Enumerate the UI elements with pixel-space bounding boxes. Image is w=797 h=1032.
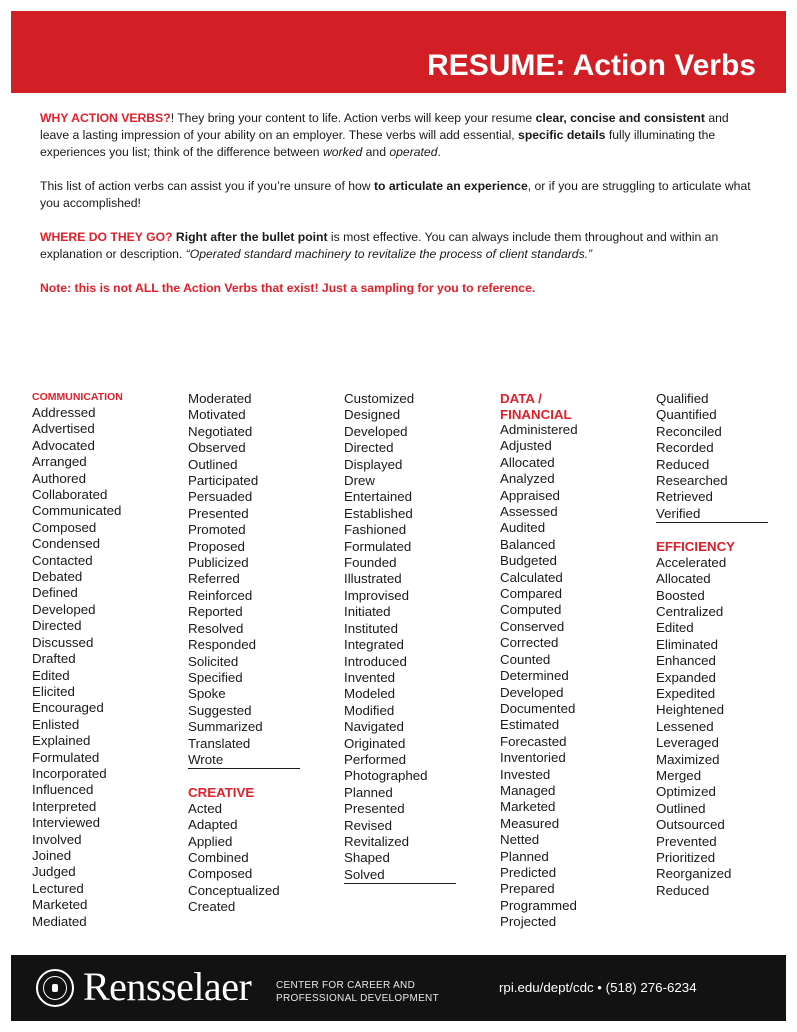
intro-text: ! They bring your content to life. Action verbs will keep your resume — [170, 111, 536, 125]
verb-item: Originated — [344, 735, 406, 751]
verb-item: Optimized — [656, 784, 716, 800]
verb-item: Photographed — [344, 768, 428, 784]
word-list — [344, 391, 456, 884]
verb-item: Prepared — [500, 881, 555, 897]
verb-item: Invested — [500, 766, 551, 782]
verb-item: Measured — [500, 815, 560, 831]
why-heading: WHY ACTION VERBS? — [40, 111, 171, 125]
intro-text: and leave a lasting impression of your ability on an employer. These verbs will add essential, — [40, 111, 729, 142]
column-communication — [32, 391, 182, 930]
verb-item: Influenced — [32, 782, 94, 798]
verb-item: Encouraged — [32, 700, 104, 716]
intro-text: This list of action verbs can assist you if you’re unsure of how — [40, 179, 374, 193]
center-name-line: PROFESSIONAL DEVELOPMENT — [276, 993, 439, 1004]
verb-item: Suggested — [188, 702, 252, 718]
column-3 — [344, 391, 494, 884]
footer-bar — [11, 955, 786, 1021]
verb-item: Marketed — [32, 897, 88, 913]
verb-item: Communicated — [32, 503, 122, 519]
verb-item: Heightened — [656, 702, 725, 718]
word-list — [656, 391, 768, 523]
verb-item: Determined — [500, 668, 569, 684]
intro-italic: operated — [389, 145, 438, 159]
verb-item: Motivated — [188, 407, 246, 423]
intro-text: , or if you are struggling to articulate what you accomplished! — [40, 179, 751, 210]
verb-item: Planned — [344, 784, 393, 800]
verb-item: Researched — [656, 473, 728, 489]
brand-logo: Rensselaer — [83, 964, 252, 1009]
verb-item: Marketed — [500, 799, 556, 815]
verb-item: Presented — [188, 505, 249, 521]
verb-item: Established — [344, 505, 413, 521]
verb-item: Budgeted — [500, 553, 557, 569]
intro-bold: specific details — [518, 128, 606, 142]
verb-item: Compared — [500, 586, 563, 602]
verb-item: Resolved — [188, 620, 244, 636]
verb-item: Lessened — [656, 718, 714, 734]
word-list — [32, 405, 182, 930]
verb-item: Involved — [32, 831, 82, 847]
word-list — [500, 422, 650, 931]
verb-item: Created — [188, 899, 236, 915]
verb-item: Formulated — [32, 749, 100, 765]
verb-item: Documented — [500, 700, 576, 716]
word-list — [188, 391, 300, 769]
verb-item: Solicited — [188, 653, 239, 669]
verb-item: Judged — [32, 864, 76, 880]
verb-item: Reduced — [656, 882, 710, 898]
verb-item: Qualified — [656, 391, 709, 406]
intro-paragraph-where — [40, 229, 760, 263]
verb-item: Proposed — [188, 538, 245, 554]
verb-item: Centralized — [656, 603, 724, 619]
verb-item: Composed — [188, 866, 253, 882]
verb-item: Developed — [32, 601, 96, 617]
rensselaer-seal-icon — [36, 969, 74, 1007]
verb-item: Quantified — [656, 407, 717, 423]
verb-item: Accelerated — [656, 554, 727, 570]
verb-item: Negotiated — [188, 423, 253, 439]
verb-item: Retrieved — [656, 489, 713, 505]
center-name — [276, 979, 439, 1005]
column-data-financial — [500, 391, 650, 931]
verb-item: Addressed — [32, 405, 96, 420]
verb-item: Collaborated — [32, 487, 108, 503]
verb-item: Enlisted — [32, 716, 80, 732]
intro-text: is most effective. You can always include them throughout and within an explanation or description. — [40, 230, 719, 261]
verb-item: Modified — [344, 702, 395, 718]
verb-item: Customized — [344, 391, 415, 406]
verb-item: Wrote — [188, 751, 224, 767]
verb-item: Verified — [656, 505, 701, 521]
verb-item: Reconciled — [656, 423, 722, 439]
verb-item: Expedited — [656, 686, 716, 701]
verb-item: Estimated — [500, 717, 560, 733]
verb-item: Prevented — [656, 833, 717, 849]
verb-item: Improvised — [344, 587, 410, 603]
intro-paragraph-assist — [40, 178, 760, 212]
verb-item: Directed — [32, 618, 82, 634]
verb-item: Invented — [344, 669, 396, 685]
column-2 — [188, 391, 338, 916]
verb-item: Observed — [188, 440, 246, 456]
verb-item: Netted — [500, 832, 540, 848]
verb-item: Maximized — [656, 751, 720, 767]
verb-item: Participated — [188, 473, 259, 489]
verb-item: Mediated — [32, 913, 87, 929]
verb-item: Modeled — [344, 686, 396, 702]
verb-item: Developed — [500, 684, 564, 700]
verb-item: Computed — [500, 602, 562, 618]
intro-bold: to articulate an experience — [373, 179, 528, 193]
verb-item: Promoted — [188, 522, 246, 538]
example-quote: “Operated standard machinery to revitalize the process of client standards.” — [185, 247, 593, 261]
verb-item: Applied — [188, 833, 233, 849]
verb-item: Assessed — [500, 504, 558, 520]
verb-item: Publicized — [188, 555, 249, 571]
verb-item: Outsourced — [656, 817, 725, 833]
verb-item: Introduced — [344, 653, 407, 669]
word-list — [656, 555, 797, 900]
intro-italic: worked — [322, 145, 363, 159]
verb-item: Allocated — [500, 454, 555, 470]
verb-item: Persuaded — [188, 489, 253, 505]
verb-item: Projected — [500, 914, 557, 930]
where-heading: WHERE DO THEY GO? — [40, 230, 173, 244]
verb-item: Spoke — [188, 686, 226, 702]
verb-item: Revitalized — [344, 833, 410, 849]
verb-item: Conceptualized — [188, 882, 280, 898]
verb-item: Reorganized — [656, 866, 732, 882]
verb-item: Outlined — [656, 800, 706, 816]
center-name-line: CENTER FOR CAREER AND — [276, 980, 416, 991]
verb-item: Corrected — [500, 635, 559, 651]
verb-item: Programmed — [500, 897, 577, 913]
verb-item: Summarized — [188, 719, 263, 735]
category-heading-financial: FINANCIAL — [500, 406, 572, 422]
verb-item: Elicited — [32, 683, 75, 699]
verb-item: Calculated — [500, 569, 563, 585]
verb-item: Outlined — [188, 456, 238, 472]
verb-item: Joined — [32, 847, 72, 863]
verb-item: Forecasted — [500, 733, 567, 749]
verb-item: Fashioned — [344, 522, 407, 538]
intro-paragraph-why — [40, 110, 760, 161]
verb-item: Entertained — [344, 489, 413, 505]
intro-text: fully illuminating the experiences you list; think of the difference between — [40, 128, 716, 159]
verb-item: Illustrated — [344, 571, 402, 587]
category-heading-communication: COMMUNICATION — [32, 391, 123, 403]
intro-text: and — [362, 145, 390, 159]
verb-item: Interviewed — [32, 815, 100, 831]
verb-item: Edited — [656, 620, 694, 636]
verb-item: Contacted — [32, 552, 93, 568]
page-title: RESUME: Action Verbs — [427, 49, 756, 82]
verb-item: Integrated — [344, 637, 404, 653]
verb-item: Developed — [344, 423, 408, 439]
verb-item: Revised — [344, 817, 393, 833]
verb-item: Authored — [32, 470, 86, 486]
verb-item: Initiated — [344, 604, 391, 620]
verb-item: Adjusted — [500, 438, 552, 454]
verb-item: Prioritized — [656, 850, 716, 866]
category-heading-efficiency: EFFICIENCY — [656, 539, 736, 555]
category-heading-creative: CREATIVE — [188, 785, 255, 801]
intro-bold: clear, concise and consistent — [535, 111, 705, 125]
verb-columns — [32, 391, 772, 941]
verb-item: Eliminated — [656, 636, 719, 652]
verb-item: Expanded — [656, 669, 716, 685]
verb-item: Administered — [500, 422, 578, 437]
verb-item: Translated — [188, 735, 251, 751]
verb-item: Responded — [188, 637, 257, 653]
verb-item: Enhanced — [656, 653, 716, 669]
intro-bold: Right after the bullet point — [172, 230, 328, 244]
verb-item: Leveraged — [656, 735, 719, 751]
verb-item: Combined — [188, 850, 249, 866]
verb-item: Interpreted — [32, 798, 97, 814]
verb-item: Inventoried — [500, 750, 566, 766]
verb-item: Reduced — [656, 456, 710, 472]
verb-item: Performed — [344, 751, 407, 767]
verb-item: Defined — [32, 585, 78, 601]
verb-item: Appraised — [500, 487, 560, 503]
verb-item: Drew — [344, 473, 376, 489]
verb-item: Reinforced — [188, 587, 253, 603]
verb-item: Advertised — [32, 421, 95, 437]
verb-item: Designed — [344, 407, 401, 423]
column-5 — [656, 391, 797, 899]
verb-item: Balanced — [500, 536, 556, 552]
verb-item: Conserved — [500, 618, 565, 634]
verb-item: Explained — [32, 733, 91, 749]
verb-item: Displayed — [344, 456, 403, 472]
verb-item: Presented — [344, 801, 405, 817]
verb-item: Counted — [500, 651, 551, 667]
verb-item: Condensed — [32, 536, 101, 552]
verb-item: Composed — [32, 519, 97, 535]
verb-item: Navigated — [344, 719, 404, 735]
verb-item: Arranged — [32, 454, 87, 470]
verb-item: Instituted — [344, 620, 398, 636]
verb-item: Predicted — [500, 864, 557, 880]
verb-item: Directed — [344, 440, 394, 456]
verb-item: Managed — [500, 782, 556, 798]
intro-text: . — [437, 145, 441, 159]
verb-item: Formulated — [344, 538, 412, 554]
verb-item: Shaped — [344, 850, 390, 866]
verb-item: Founded — [344, 555, 397, 571]
note-text: Note: this is not ALL the Action Verbs that exist! Just a sampling for you to reference. — [40, 281, 536, 295]
verb-item: Allocated — [656, 571, 711, 587]
verb-item: Solved — [344, 866, 385, 882]
verb-item: Drafted — [32, 651, 76, 667]
verb-item: Moderated — [188, 391, 252, 406]
verb-item: Recorded — [656, 440, 714, 456]
header-banner — [11, 11, 786, 93]
contact-info: rpi.edu/dept/cdc • (518) 276-6234 — [499, 980, 697, 995]
verb-item: Adapted — [188, 817, 238, 833]
verb-item: Acted — [188, 800, 223, 816]
verb-item: Discussed — [32, 634, 94, 650]
verb-item: Edited — [32, 667, 70, 683]
word-list — [188, 801, 338, 916]
verb-item: Reported — [188, 604, 243, 620]
verb-item: Advocated — [32, 437, 95, 453]
verb-item: Referred — [188, 571, 240, 587]
verb-item: Audited — [500, 520, 546, 536]
category-heading-data: DATA / — [500, 391, 542, 406]
verb-item: Merged — [656, 768, 702, 784]
verb-item: Analyzed — [500, 471, 555, 487]
verb-item: Specified — [188, 669, 243, 685]
verb-item: Planned — [500, 848, 549, 864]
intro-section — [40, 110, 760, 314]
verb-item: Lectured — [32, 880, 84, 896]
verb-item: Incorporated — [32, 765, 107, 781]
verb-item: Debated — [32, 569, 83, 585]
verb-item: Boosted — [656, 587, 705, 603]
